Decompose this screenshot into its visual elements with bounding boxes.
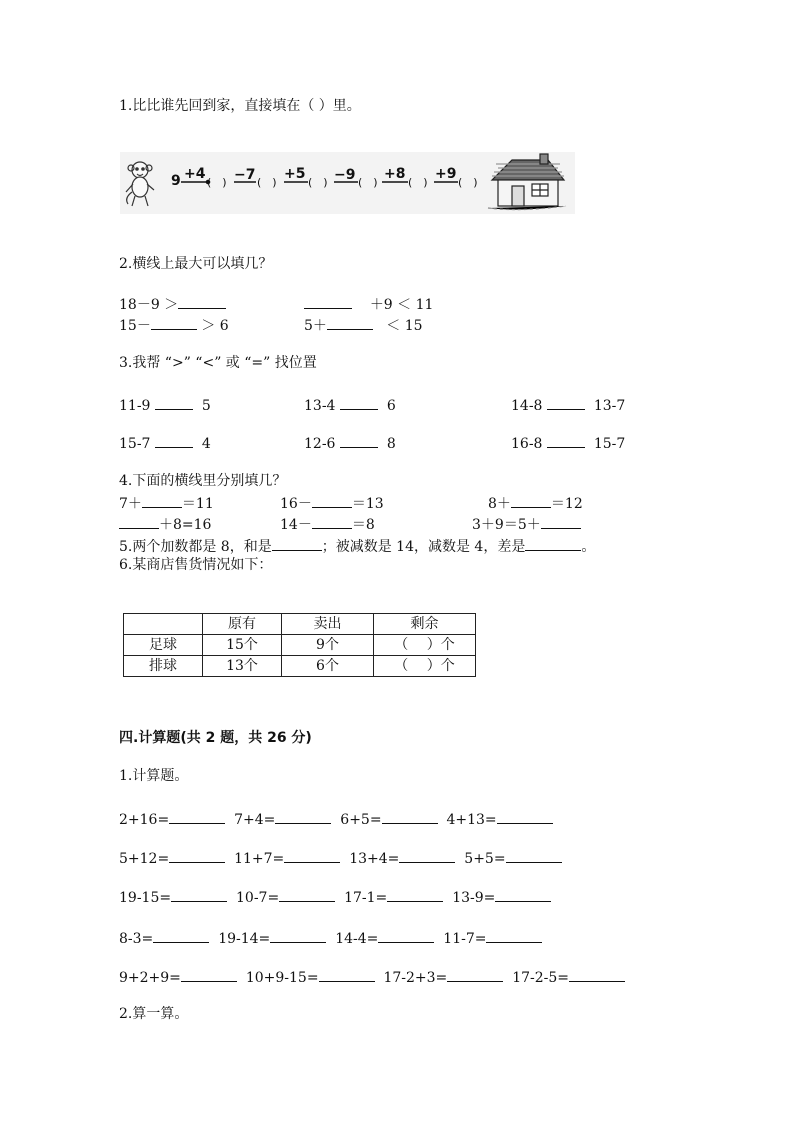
q5-part-a: 5.两个加数都是 8，和是 [119, 539, 272, 555]
calc-blank[interactable] [284, 849, 340, 863]
section-4-title: 四.计算题(共 2 题，共 26 分) [119, 730, 312, 746]
table-cell-answer[interactable]: （ ）个 [374, 635, 476, 656]
blank-3: ( ) [308, 176, 328, 189]
q6-title: 6.某商店售货情况如下： [119, 557, 273, 573]
op-2: −7 [234, 167, 256, 183]
answer-blank[interactable] [525, 537, 581, 551]
calc-expr: 17-2-5= [512, 970, 570, 986]
answer-blank[interactable] [272, 537, 322, 551]
fill-item [119, 494, 214, 512]
calc-expr: 17-1= [344, 890, 388, 906]
chain-start: 9 [171, 173, 181, 189]
compare-left: 11-9 [119, 398, 151, 414]
calc-expr: 4+13= [446, 812, 497, 828]
compare-blank[interactable] [155, 396, 193, 410]
fill-right: ＝12 [550, 496, 583, 512]
calc-row [119, 849, 562, 867]
calc-blank[interactable] [447, 968, 503, 982]
calc-blank[interactable] [506, 849, 562, 863]
op-1: +4 [184, 166, 206, 182]
calc-expr: 13-9= [452, 890, 496, 906]
compare-item [304, 434, 396, 452]
compare-item [304, 396, 396, 414]
q2-line-2-text: ＋9 ＜ 11 [369, 297, 434, 313]
fill-blank[interactable] [312, 515, 352, 529]
fill-item [280, 494, 384, 512]
calc-expr: 2+16= [119, 812, 170, 828]
calc-blank[interactable] [319, 968, 375, 982]
compare-item [119, 396, 211, 414]
section-4-sub2: 2.算一算。 [119, 1006, 189, 1022]
compare-blank[interactable] [547, 396, 585, 410]
fill-left: 14－ [280, 517, 312, 533]
fill-blank[interactable] [119, 515, 159, 529]
calc-expr: 9+2+9= [119, 970, 181, 986]
compare-right: 6 [386, 398, 396, 414]
fill-left: 16－ [280, 496, 312, 512]
calc-expr: 8-3= [119, 931, 154, 947]
q2-line-2 [304, 295, 433, 313]
calc-expr: 5+12= [119, 851, 170, 867]
fill-left: 3＋9＝5＋ [472, 517, 541, 533]
table-row [124, 656, 476, 677]
fill-left: 7＋ [119, 496, 142, 512]
table-cell: 足球 [124, 635, 203, 656]
fill-right: ＝13 [351, 496, 384, 512]
answer-blank[interactable] [151, 316, 197, 330]
table-header-cell: 剩余 [374, 614, 476, 635]
calc-blank[interactable] [270, 929, 326, 943]
answer-blank[interactable] [178, 295, 226, 309]
q2-line-3 [119, 316, 229, 334]
calc-row [119, 810, 553, 828]
fill-blank[interactable] [142, 494, 182, 508]
fill-right: ＋8=16 [159, 517, 212, 533]
q5-part-c: 。 [581, 539, 596, 555]
answer-blank[interactable] [327, 316, 373, 330]
compare-right: 4 [201, 436, 211, 452]
calc-blank[interactable] [382, 810, 438, 824]
calc-blank[interactable] [171, 888, 227, 902]
calc-blank[interactable] [497, 810, 553, 824]
compare-blank[interactable] [340, 434, 378, 448]
blank-5: ( ) [408, 176, 428, 189]
calc-expr: 17-2+3= [383, 970, 448, 986]
fill-blank[interactable] [541, 515, 581, 529]
q2-line-1-text: 18－9 ＞ [119, 297, 179, 313]
calc-blank[interactable] [169, 849, 225, 863]
calc-expr: 5+5= [464, 851, 506, 867]
compare-blank[interactable] [547, 434, 585, 448]
table-cell: 13个 [203, 656, 282, 677]
calc-expr: 14-4= [335, 931, 379, 947]
q5-part-b: ；被减数是 14，减数是 4，差是 [321, 539, 526, 555]
compare-item [511, 396, 625, 414]
calc-row [119, 968, 625, 986]
compare-right: 8 [386, 436, 396, 452]
q1-title: 1.比比谁先回到家，直接填在（ ）里。 [119, 98, 361, 114]
calc-blank[interactable] [275, 810, 331, 824]
calc-row [119, 888, 551, 906]
q2-line-3-right: ＞ 6 [201, 318, 229, 334]
blank-1: ( ) [207, 176, 227, 189]
calc-expr: 19-15= [119, 890, 172, 906]
q5-line [119, 537, 595, 555]
calc-blank[interactable] [569, 968, 625, 982]
q2-line-3-left: 15－ [119, 318, 151, 334]
calc-expr: 6+5= [340, 812, 382, 828]
q2-line-4 [304, 316, 423, 334]
calc-expr: 10+9-15= [245, 970, 319, 986]
op-5: +8 [384, 166, 406, 182]
calc-blank[interactable] [279, 888, 335, 902]
calc-expr: 13+4= [349, 851, 400, 867]
op-3: +5 [284, 166, 306, 182]
calc-expr: 7+4= [234, 812, 276, 828]
q4-title: 4.下面的横线里分别填几？ [119, 473, 287, 489]
compare-item [511, 434, 625, 452]
blank-2: ( ) [257, 176, 277, 189]
fill-right: ＝8 [351, 517, 375, 533]
compare-left: 12-6 [304, 436, 336, 452]
compare-right: 5 [201, 398, 211, 414]
compare-left: 14-8 [511, 398, 543, 414]
fill-right: ＝11 [181, 496, 214, 512]
compare-blank[interactable] [155, 434, 193, 448]
sales-table [123, 613, 476, 677]
fill-item [472, 515, 581, 533]
compare-right: 15-7 [593, 436, 626, 452]
calc-blank[interactable] [399, 849, 455, 863]
fill-item [488, 494, 583, 512]
answer-blank[interactable] [304, 295, 352, 309]
op-6: +9 [435, 166, 457, 182]
calc-expr: 11+7= [234, 851, 285, 867]
calc-expr: 10-7= [236, 890, 280, 906]
blank-4: ( ) [358, 176, 378, 189]
compare-left: 13-4 [304, 398, 336, 414]
calc-blank[interactable] [378, 929, 434, 943]
fill-left: 8＋ [488, 496, 511, 512]
calc-blank[interactable] [387, 888, 443, 902]
blank-6: ( ) [458, 176, 478, 189]
q2-line-4-left: 5＋ [304, 318, 327, 334]
calc-expr: 19-14= [218, 931, 271, 947]
q2-title: 2.横线上最大可以填几？ [119, 256, 273, 272]
q2-line-4-right: ＜ 15 [386, 318, 423, 334]
table-header-cell: 卖出 [282, 614, 374, 635]
calc-blank[interactable] [153, 929, 209, 943]
calc-row [119, 929, 542, 947]
compare-blank[interactable] [340, 396, 378, 410]
calc-blank[interactable] [181, 968, 237, 982]
table-header-cell [124, 614, 203, 635]
compare-left: 16-8 [511, 436, 543, 452]
table-header-cell: 原有 [203, 614, 282, 635]
fill-item [280, 515, 375, 533]
table-row [124, 635, 476, 656]
calc-blank[interactable] [169, 810, 225, 824]
calc-blank[interactable] [495, 888, 551, 902]
compare-item [119, 434, 211, 452]
table-header-row [124, 614, 476, 635]
calc-blank[interactable] [486, 929, 542, 943]
q3-title: 3.我帮 “>” “<” 或 “=” 找位置 [119, 355, 317, 371]
race-home-chain [120, 152, 575, 214]
op-4: −9 [334, 167, 356, 183]
fill-blank[interactable] [511, 494, 551, 508]
fill-item [119, 515, 211, 533]
compare-left: 15-7 [119, 436, 151, 452]
table-cell-answer[interactable]: （ ）个 [374, 656, 476, 677]
table-cell: 15个 [203, 635, 282, 656]
fill-blank[interactable] [312, 494, 352, 508]
compare-right: 13-7 [593, 398, 626, 414]
q2-line-1 [119, 295, 226, 313]
table-cell: 排球 [124, 656, 203, 677]
table-cell: 9个 [282, 635, 374, 656]
section-4-sub1: 1.计算题。 [119, 768, 189, 784]
table-cell: 6个 [282, 656, 374, 677]
calc-expr: 11-7= [443, 931, 487, 947]
